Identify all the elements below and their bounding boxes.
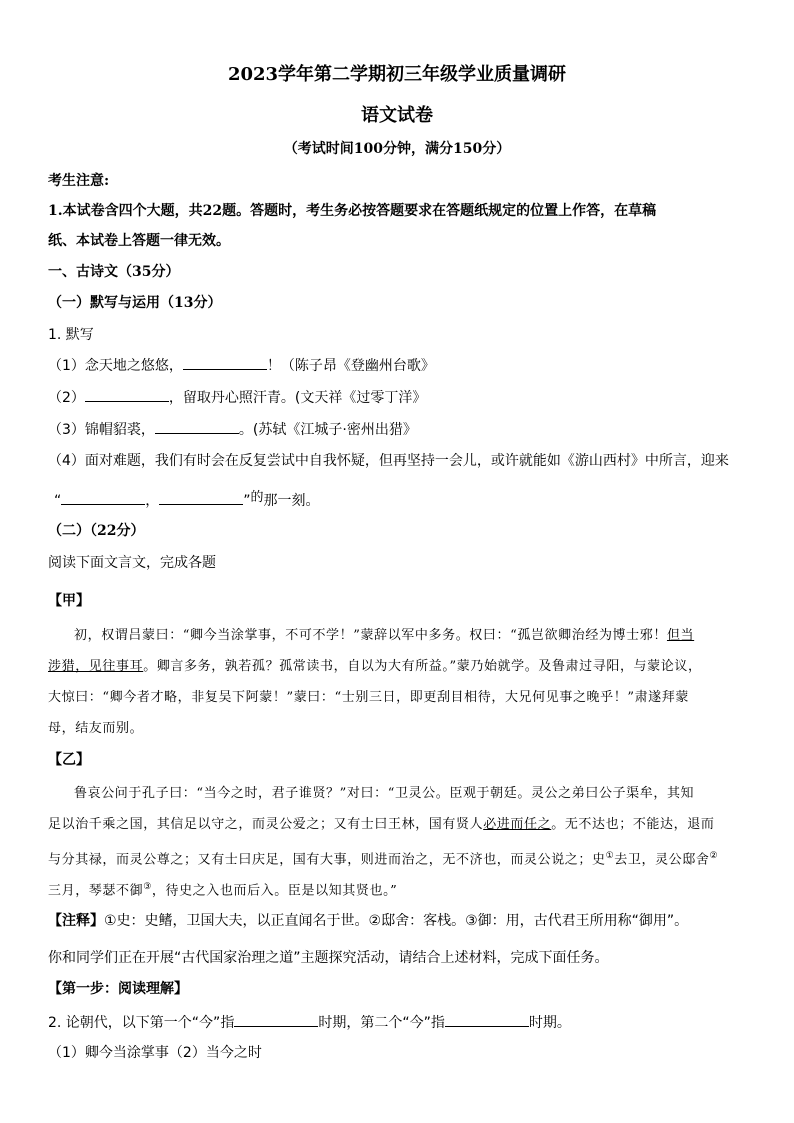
yi-text-line-4 — [48, 877, 754, 901]
yi-text: 与分其禄，而灵公尊之；又有士曰庆足，国有大事，则进而治之，无不济也，而灵公说之；史 — [48, 852, 606, 868]
subject-title: 语文试卷 — [361, 105, 433, 126]
annotation — [48, 911, 754, 931]
section-title: 一、古诗文（35分） — [48, 264, 180, 280]
yi-text: ，待史之入也而后入。臣是以知其贤也。” — [151, 883, 398, 899]
notice-heading: 考生注意: — [48, 173, 110, 189]
q1-3-prefix: （3）锦帽貂裘， — [48, 422, 155, 438]
q1-2-prefix: （2） — [48, 390, 85, 406]
q1-4-ending: 那一刻。 — [263, 493, 320, 509]
q2-suffix: 时期。 — [528, 1015, 571, 1031]
yi-text: 三月，琴瑟不御 — [48, 883, 144, 899]
yi-text-line-3 — [48, 846, 754, 870]
footnote-marker: ③ — [143, 882, 152, 892]
q1-1-prefix: （1）念天地之悠悠， — [48, 358, 183, 374]
answer-blank[interactable] — [159, 490, 243, 505]
open-quote: “ — [54, 493, 62, 509]
yi-text: 去卫，灵公邸舍 — [614, 852, 710, 868]
notice-line-2: 纸、本试卷上答题一律无效。 — [48, 233, 230, 249]
jia-text-line-1 — [74, 626, 754, 646]
answer-blank[interactable] — [61, 490, 145, 505]
footnote-marker: ① — [605, 851, 615, 861]
read-instruction: 阅读下面文言文，完成各题 — [48, 555, 216, 571]
notice-line-1: 1.本试卷含四个大题，共22题。答题时，考生务必按答题要求在答题纸规定的位置上作答，在草稿 — [48, 203, 657, 219]
q1-item-1 — [48, 355, 754, 376]
q2-prefix: 2. 论朝代，以下第一个“今”指 — [48, 1015, 235, 1031]
part2-title: （二）（22分） — [48, 523, 145, 539]
annotation-label: 【注释】 — [48, 913, 104, 929]
part1-title: （一）默写与运用（13分） — [48, 295, 222, 311]
q1-item-4-line-2 — [54, 488, 754, 511]
q1-title: 1. 默写 — [48, 327, 94, 343]
yi-label: 【乙】 — [48, 752, 90, 768]
annotation-text: ①史：史鳍，卫国大夫，以正直闻名于世。②邸舍：客栈。③御：用，古代君王所用称“御用”。 — [104, 913, 689, 929]
q2-text — [48, 1012, 754, 1033]
jia-text: 。卿言多务，孰若孤？孤常读书，自以为大有所益。”蒙乃始就学。及鲁肃过寻阳，与蒙论议， — [143, 659, 702, 674]
q1-item-3 — [48, 419, 754, 440]
q1-item-4-line-1: （4）面对难题，我们有时会在反复尝试中自我怀疑，但再坚持一会儿，或许就能如《游山西村》中所言，迎来 — [48, 453, 729, 469]
answer-blank[interactable] — [155, 419, 239, 434]
q2-items: （1）卿今当涂掌事（2）当今之时 — [48, 1045, 262, 1061]
jia-text-line-4: 母，结友而别。 — [48, 721, 144, 736]
jia-text-line-3: 大惊曰：“卿今者才略，非复吴下阿蒙！”蒙曰：“士别三日，即更刮目相待，大兄何见事之晚乎！”肃遂拜蒙 — [48, 690, 689, 705]
activity-intro: 你和同学们正在开展“古代国家治理之道”主题探究活动，请结合上述材料，完成下面任务。 — [48, 950, 609, 966]
underlined-phrase: 但当 — [666, 628, 695, 643]
close-quote: ” — [243, 493, 251, 509]
underlined-phrase: 必进而任之 — [483, 817, 552, 832]
q1-item-2 — [48, 387, 754, 408]
exam-info: （考试时间100分钟，满分150分） — [283, 141, 511, 157]
step1-title: 【第一步：阅读理解】 — [48, 981, 188, 997]
yi-text: 足以治千乘之国，其信足以守之，而灵公爱之；又有士曰王林，国有贤人 — [48, 817, 484, 832]
jia-text: 初，权谓吕蒙曰：“卿今当涂掌事，不可不学！”蒙辞以军中多务。权曰：“孤岂欲卿治经为博士邪！ — [74, 628, 667, 643]
q1-1-suffix: ！（陈子昂《登幽州台歌》 — [266, 358, 435, 374]
yi-text-line-1: 鲁哀公问于孔子曰：“当今之时，君子谁贤？”对曰：“卫灵公。臣观于朝廷。灵公之弟曰公子渠牟，其知 — [74, 786, 695, 801]
q1-2-suffix: ，留取丹心照汗青。(文天祥《过零丁洋》 — [168, 390, 427, 406]
answer-blank[interactable] — [85, 387, 169, 402]
footnote-marker: ② — [709, 851, 719, 861]
particle: 的 — [250, 490, 264, 505]
yi-text: 。无不达也；不能达，退而 — [551, 817, 715, 832]
answer-blank[interactable] — [445, 1012, 529, 1027]
answer-blank[interactable] — [183, 355, 267, 370]
yi-text-line-2 — [48, 815, 754, 835]
answer-blank[interactable] — [234, 1012, 318, 1027]
q1-3-suffix: 。(苏轼《江城子·密州出猎》 — [238, 422, 417, 438]
comma: ， — [145, 493, 160, 509]
jia-text-line-2 — [48, 657, 754, 677]
underlined-phrase: 涉猎，见往事耳 — [48, 659, 144, 674]
jia-label: 【甲】 — [48, 593, 90, 609]
exam-title: 2023学年第二学期初三年级学业质量调研 — [227, 64, 567, 85]
q2-middle: 时期，第二个“今”指 — [318, 1015, 445, 1031]
